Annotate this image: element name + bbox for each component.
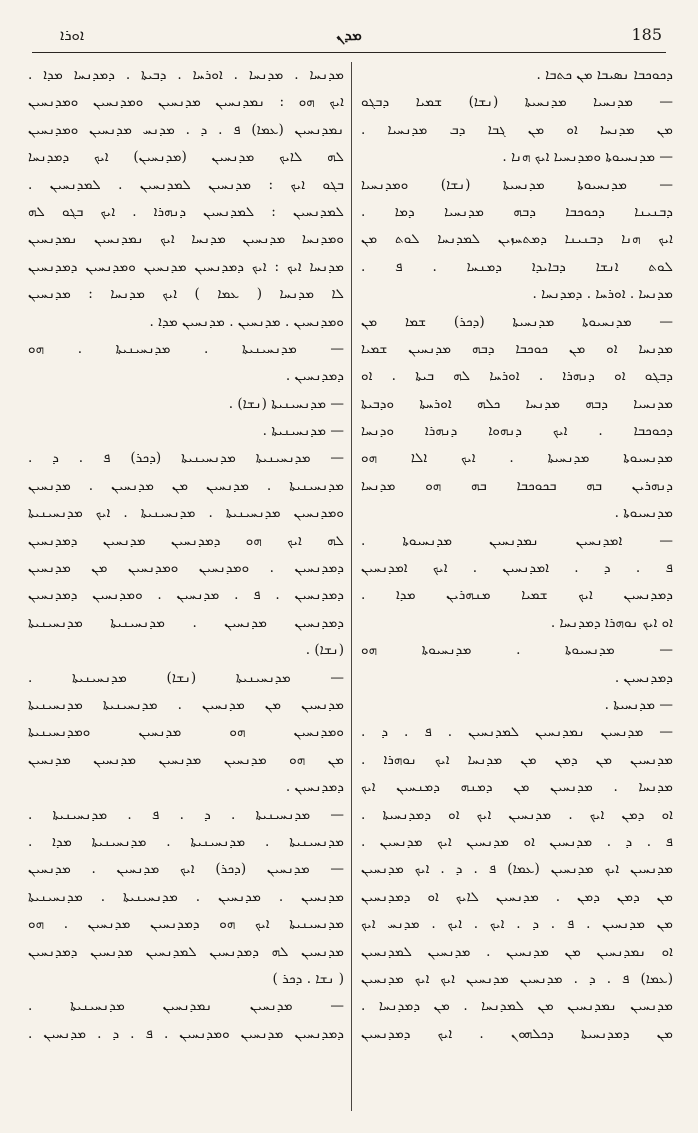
- text-line: ܘܡܕܢܚܝܢ . ܡܕܢܚܝܢ . ܡܕܢܚܝܢ ܡܕܐ .: [149, 313, 344, 330]
- right-text-column: [361, 62, 673, 1119]
- text-line: ܡܕܢܚܝܢ ܠܗ ܕܡܕܢܚܝܢ ܠܡܕܢܚܝܢ ܡܕܢܚܝܢ ܕܡܕܢܚܝܢ: [28, 943, 344, 960]
- text-line: ܢܡܕܢܚܝܢ (ܥܡܐ) ܦ . ܕ . ܡܕܢܚ ܡܕܢܚܝܢ ܘܡܕܢܚܝܢ: [28, 121, 344, 138]
- text-line: ܘܡܕܢܚܝܢ ܗܘ ܡܕܢܚܝܢ ܘܡܕܢܚܝܢܝܬܐ: [28, 724, 344, 741]
- text-line: — ܐܡܕܢܚܝܢ ܢܡܕܢܚܝܢ ܡܕܢܚܝܘܬܐ .: [361, 532, 673, 549]
- text-line: ܐܝܟ ܗܘ : ܢܡܕܢܚܝܢ ܡܕܢܚܝܢ ܘܡܕܢܚܝܢ ܘܡܕܢܚܝܢ: [28, 94, 344, 111]
- text-line: ܡܕܢܚܝܢܝܬܐ ܐܝܟ ܗܘ ܕܡܕܢܚܝܢ ܡܕܢܚܝܢ . ܗܘ: [28, 916, 344, 933]
- text-line: ܕܒܢܝܢܐ ܕܟܘܟܒܐ ܕܒܗ ܡܕܢܚܝܐ ܕܡܐ .: [361, 203, 673, 220]
- text-line: ܡܕܢܚܝܘܬܐ ܡܕܢܚܝܬܐ . ܐܝܟ ܐܠܐ ܗܘ: [361, 450, 673, 467]
- text-line: ܦ . ܕ . ܐܡܕܢܚܝܢ . ܐܝܟ ܐܡܕܢܚܝܢ: [361, 560, 673, 577]
- text-line: ܕܡܕܢܚܝܢ . ܦ . ܡܕܢܚܝܢ . ܘܡܕܢܚܝܢ ܕܡܕܢܚܝܢ: [28, 587, 344, 604]
- text-line: ܕܡܕܢܚܝܢ .: [285, 368, 344, 385]
- text-line: ܡܕܢܚܝܢ ܡܢ ܡܕܢܚܝܢ . ܡܕܢܚܝܢܝܬܐ ܡܕܢܚܝܢܝܬܐ: [28, 696, 344, 713]
- text-line: ܡܢ ܕܡܢ ܕܡܢ . ܡܕܢܚܝܢ ܠܐܝܟ ܐܘ ܕܡܕܢܚܝܢ: [361, 888, 673, 905]
- text-line: ܐܘ ܢܡܕܢܚܝܢ ܡܢ ܡܕܢܚܝܢ . ܡܕܢܚܝܢ ܠܡܕܢܚܝܢ: [361, 943, 673, 960]
- text-line: ܠܗ ܠܐܝܟ ܡܕܢܚܝܢ (ܡܕܢܚܝܢ) ܐܝܟ ܕܡܕܢܚܐ: [28, 149, 344, 166]
- text-line: ܡܕܢܚܝܐ ܕܒܗ ܡܕܢܚܐ ܟܠܗ ܐܘܪܚܬܐ ܘܕܒܝܬܐ: [361, 395, 673, 412]
- text-line: ܡܢ ܡܕܢܚܝܢ . ܦ . ܕ . ܐܝܟ . ܐܝܟ . ܡܕܢܚ ܐܝܟ: [361, 916, 673, 933]
- text-line: ܡܕܢܚܝܢܝܬܐ . ܡܕܢܚܝܢܝܬܐ . ܡܕܢܚܝܢܝܬܐ ܡܕܐ .: [28, 833, 344, 850]
- text-line: — ܡܕܢܚܝܘܬܐ . ܡܕܢܚܝܘܬܐ ܗܘ: [361, 642, 673, 659]
- page-number: 185: [631, 25, 662, 44]
- text-line: — ܡܕܢܚܝܘܬܐ ܡܕܢܚܝܬܐ (ܢܫܐ) ܘܡܕܢܚܝܐ: [361, 176, 673, 193]
- text-line: ܕܟܘܟܒܐ . ܐܝܟ ܕܢܗܘܐ ܕܢܗܪܐ ܘܕܢܚܐ: [361, 423, 673, 440]
- text-line: ܡܕܢܚܐ . ܐܘܪܚܐ . ܕܡܕܢܚܐ .: [532, 286, 673, 303]
- text-line: ܡܢ ܗܘ ܡܕܢܚܝܢ ܡܕܢܚܝܢ ܡܕܢܚܝܢ ܡܕܢܚܝܢ: [28, 751, 344, 768]
- text-line: ܒܓܘ ܐܝܟ : ܡܕܢܚܝܢ ܠܡܕܢܚܝܢ . ܠܡܕܢܚܝܢ .: [28, 176, 344, 193]
- text-line: ܡܕܢܚܝܢ ܢܡܕܢܚܝܢ ܡܢ ܠܡܕܢܚܐ . ܡܢ ܕܡܕܢܚܐ .: [361, 998, 673, 1015]
- text-line: ܡܕܢܚܐ . ܡܕܢܚܐ . ܐܘܪܚܐ . ܕܒܝܬܐ . ܕܡܕܢܚܐ ܡܕܐ .: [28, 67, 344, 83]
- text-line: ܕܟܘܟܒܐ ܢܣܝܒܐ ܡܢ ܟܬܒܐ .: [536, 67, 673, 83]
- text-line: ܕܡܕܢܚܝܢ ܡܕܢܚܝܢ . ܡܕܢܚܝܢܝܬܐ ܡܕܢܚܝܢܝܬܐ: [28, 614, 344, 631]
- text-line: — ܡܕܢܚܝܘܬܐ ܘܡܕܢܚܝܐ ܐܝܟ ܗܢܐ .: [502, 149, 673, 166]
- text-line: ܡܕܢܚܝܘܬܐ .: [614, 505, 673, 522]
- text-line: ( ܢܫܐ . ܕܟܪ ): [272, 970, 344, 987]
- text-line: — ܡܕܢܚܝܬܐ .: [604, 696, 673, 713]
- text-line: ܕܡܕܢܚܝܢ .: [285, 779, 344, 796]
- text-line: (ܥܡܐ) ܦ . ܕ . ܡܕܢܚܝܢ ܡܕܢܚܝܢ ܐܝܟ ܐܝܟ ܡܕܢܚܝܢ: [361, 970, 673, 987]
- text-line: — ܡܕܢܚܝܐ ܡܕܢܚܝܬܐ (ܢܫܐ) ܫܡܝܐ ܕܒܓܘ: [361, 94, 673, 111]
- text-line: — ܡܕܢܚܝܢܝܬܐ . ܡܕܢܚܝܢܝܬܐ . ܗܘ: [28, 340, 344, 357]
- text-line: — ܡܕܢܚܝܢܝܬܐ . ܕ . ܦ . ܡܕܢܚܝܢܝܬܐ .: [28, 806, 344, 823]
- text-line: ܠܘܬ ܐܢܫܐ ܕܒܐܝܕܐ ܕܡܢܚܐ . ܦ .: [361, 258, 673, 275]
- text-line: — ܡܕܢܚܝܢܝܬܐ .: [262, 423, 344, 440]
- text-line: — ܡܕܢܚܝܢ ܢܡܕܢܚܝܢ ܠܡܕܢܚܝܢ . ܦ . ܕ .: [361, 724, 673, 741]
- text-line: — ܡܕܢܚܝܢܝܬܐ ܡܕܢܚܝܢܝܬܐ (ܕܟܪ) ܦ . ܕ .: [28, 450, 344, 467]
- text-line: ܡܕܢܚܐ ܐܝܟ : ܐܝܟ ܕܡܕܢܚܝܢ ܡܕܢܚܝܢ ܘܡܕܢܚܝܢ ܕܡܕܢܚܝܢ: [28, 258, 344, 275]
- text-line: ܘܡܕܢܚܝܢ ܡܕܢܚܝܢܝܬܐ . ܡܕܢܚܝܢܝܬܐ . ܐܝܟ ܡܕܢܚܝܢܝܬܐ: [28, 505, 344, 522]
- text-line: — ܡܕܢܚܝܢܝܬܐ (ܢܫܐ) .: [228, 395, 344, 412]
- text-line: — ܡܕܢܚܝܢ (ܕܟܪ) ܐܝܟ ܡܕܢܚܝܢ . ܡܕܢܚܝܢ: [28, 861, 344, 878]
- left-text-column: [28, 62, 344, 1119]
- text-line: ܡܢ ܡܕܢܚܐ ܐܘ ܡܢ ܓܒܐ ܕܒ ܡܕܢܚܝܐ .: [361, 121, 673, 138]
- text-line: ܕܡܕܢܚܝܢ ܐܝܟ ܫܡܝܐ ܡܢܗܪܝܢ ܡܕܐ .: [361, 587, 673, 604]
- text-line: ܘܡܕܢܚܐ ܡܕܢܚܝܢ ܡܕܢܚܐ ܐܝܟ ܢܡܕܢܚܝܢ ܢܡܕܢܚܝܢ: [28, 231, 344, 248]
- text-line: ܡܕܢܚܝܢ ܐܝܟ ܡܕܢܚܝܢ (ܥܡܐ) ܦ . ܕ . ܐܝܟ ܡܕܢܚܝܢ: [361, 861, 673, 878]
- text-line: ܕܢܗܪܝܢ ܒܗ ܒܟܘܟܒܐ ܒܗ ܗܘ ܡܕܢܚܐ: [361, 477, 673, 494]
- text-line: ܐܘ ܐܝܟ ܢܘܗܪܐ ܕܡܕܢܚܐ .: [550, 614, 673, 631]
- text-line: (ܢܫܐ) .: [305, 642, 344, 659]
- text-line: ܕܒܓܘ ܐܘ ܕܢܗܪܐ . ܐܘܪܚܐ ܠܗ ܒܝܬܐ . ܐܘ: [361, 368, 673, 385]
- text-line: ܠܡܕܢܚܝܢ : ܠܡܕܢܚܝܢ ܕܢܗܪܐ . ܐܝܟ ܒܓܘ ܠܗ: [28, 203, 344, 220]
- text-line: ܠܐ ܡܕܢܚܐ ( ܥܡܐ ) ܐܝܟ ܡܕܢܚܐ : ܡܕܢܚܝܢ: [28, 286, 344, 303]
- text-line: ܐܘ ܕܡܢ ܐܝܟ . ܡܕܢܚܝܢ ܐܝܟ ܐܘ ܕܡܕܢܚܝܬܐ .: [361, 806, 673, 823]
- text-line: ܐܝܟ ܗܢܐ ܕܒܢܝܢܐ ܕܡܬܚܙܝܢ ܠܡܕܢܚܐ ܠܘܬ ܡܢ: [361, 231, 673, 248]
- running-header: [32, 18, 666, 53]
- text-line: ܕܡܕܢܚܝܢ .: [614, 669, 673, 686]
- header-left-word: ܐܘܪܐ: [60, 26, 85, 44]
- text-line: — ܡܕܢܚܝܘܬܐ ܡܕܢܚܝܬܐ (ܕܟܪ) ܫܡܐ ܡܢ: [361, 313, 673, 330]
- text-line: ܕܡܕܢܚܝܢ ܡܕܢܚܝܢ ܘܡܕܢܚܝܢ . ܦ . ܕ . ܡܕܢܚܝܢ .: [28, 1025, 344, 1042]
- header-center-word: ܡܕܢ: [336, 26, 362, 44]
- text-line: ܠܗ ܐܝܟ ܗܘ ܕܡܕܢܚܝܢ ܡܕܢܚܝܢ ܕܡܕܢܚܝܢ: [28, 532, 344, 549]
- text-line: ܡܕܢܚܐ . ܡܕܢܚܝܢ ܡܢ ܕܡܢܗ ܕܡܢܚܝܢ ܐܝܟ: [361, 779, 673, 796]
- text-line: ܡܕܢܚܝܢܝܬܐ . ܡܕܢܚܝܢ ܡܢ ܡܕܢܚܝܢ . ܡܕܢܚܝܢ: [28, 477, 344, 494]
- text-line: ܦ . ܕ . ܡܕܢܚܝܢ ܐܘ ܡܕܢܚܝܢ ܐܝܟ ܡܕܢܚܝܢ .: [361, 833, 673, 850]
- text-line: — ܡܕܢܚܝܢ ܢܡܕܢܚܝܢ ܡܕܢܚܝܢܝܬܐ .: [28, 998, 344, 1015]
- text-line: ܡܕܢܚܐ ܐܘ ܡܢ ܟܘܟܒܐ ܕܒܗ ܡܕܢܚܝܢ ܫܡܝܐ: [361, 340, 673, 357]
- text-line: ܡܕܢܚܝܢ ܡܢ ܕܡܢ ܡܢ ܡܕܢܚܐ ܐܝܟ ܢܘܗܪܐ .: [361, 751, 673, 768]
- column-divider: [351, 62, 352, 1111]
- text-line: ܡܢ ܕܡܕܢܚܝܬܐ ܕܟܠܗܘܢ . ܐܝܟ ܕܡܕܢܚܝܢ: [361, 1025, 673, 1042]
- text-line: ܡܕܢܚܝܢ . ܡܕܢܚܝܢ . ܡܕܢܚܝܢܝܬܐ . ܡܕܢܚܝܢܝܬܐ: [28, 888, 344, 905]
- text-line: ܕܡܕܢܚܝܢ . ܘܡܕܢܚܝܢ ܘܡܕܢܚܝܢ ܡܢ ܡܕܢܚܝܢ: [28, 560, 344, 577]
- text-line: — ܡܕܢܚܝܢܝܬܐ (ܢܫܐ) ܡܕܢܚܝܢܝܬܐ .: [28, 669, 344, 686]
